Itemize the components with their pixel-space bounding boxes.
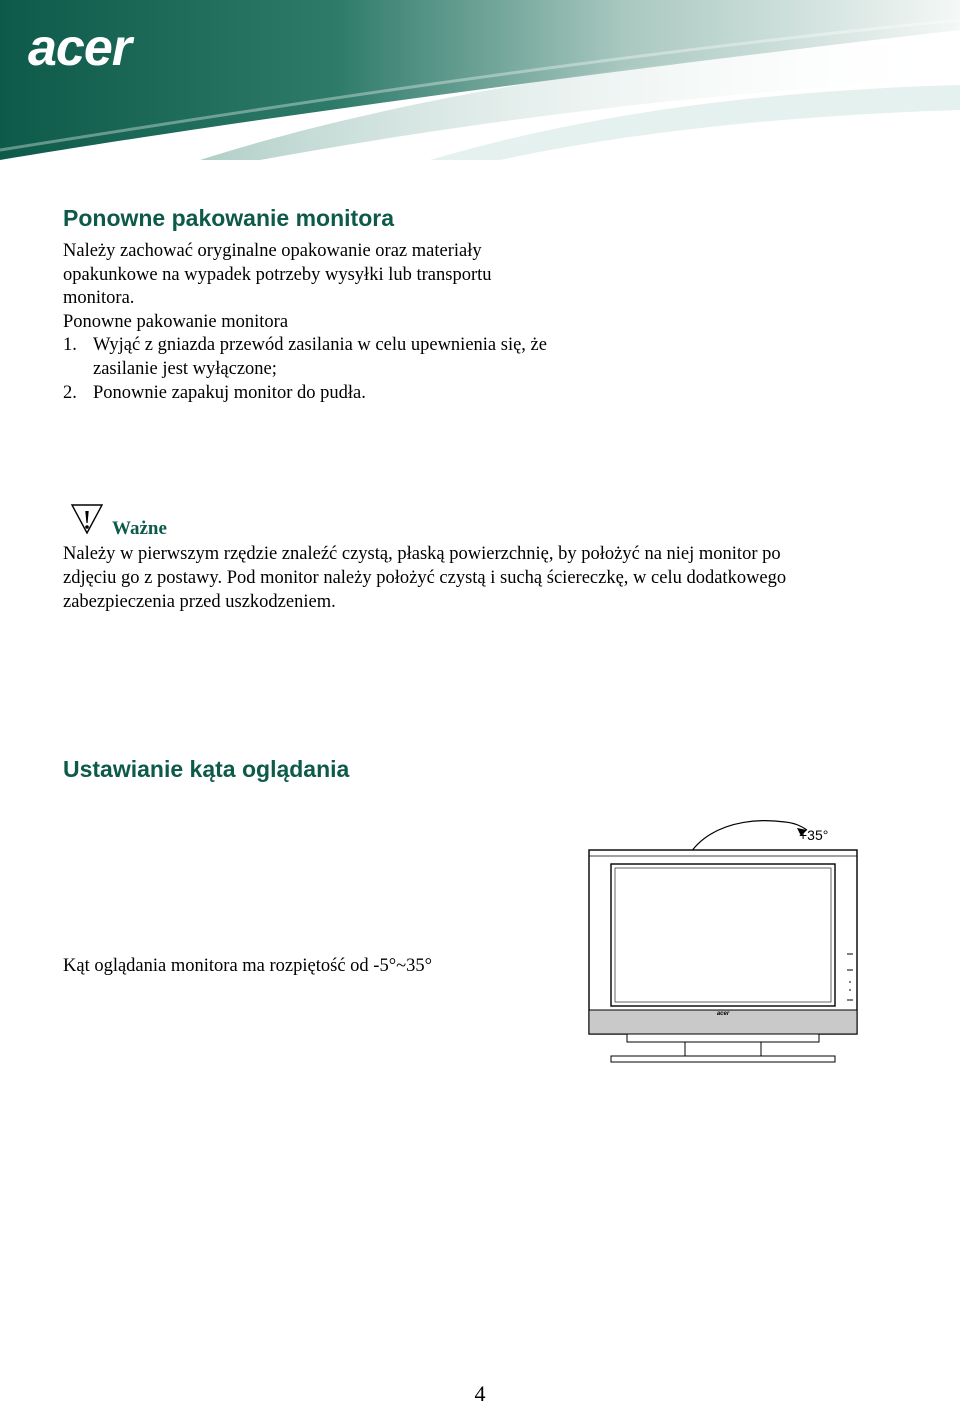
angle-plus-label: +35°	[799, 827, 829, 843]
warning-title: Ważne	[112, 518, 167, 539]
step-text: Wyjąć z gniazda przewód zasilania w celu upewnienia się, że	[93, 335, 547, 356]
warning-triangle-icon	[70, 502, 104, 541]
step-text: Ponownie zapakuj monitor do pudła.	[93, 382, 366, 403]
section-heading-viewing-angle: Ustawianie kąta oglądania	[63, 756, 350, 782]
intro-line: monitora.	[63, 288, 135, 309]
repacking-paragraph	[63, 240, 547, 405]
step-number: 1.	[63, 335, 77, 356]
monitor-tilt-figure	[585, 812, 865, 1077]
intro-line: opakunkowe na wypadek potrzeby wysyłki lub transportu	[63, 264, 492, 285]
warning-body	[63, 542, 786, 614]
header-banner	[0, 0, 960, 160]
acer-logo: acer	[28, 19, 131, 77]
step-text: zasilanie jest wyłączone;	[93, 358, 277, 379]
warning-line: zdjęciu go z postawy. Pod monitor należy położyć czystą i suchą ściereczkę, w celu dodatkowego	[63, 568, 787, 588]
warning-line: Należy w pierwszym rzędzie znaleźć czystą, płaską powierzchnię, by położyć na niej monitor po	[63, 544, 781, 564]
monitor-screen	[611, 864, 835, 1006]
bezel-logo: acer	[716, 1011, 730, 1017]
monitor-stand	[685, 1042, 761, 1056]
viewing-angle-description: Kąt oglądania monitora ma rozpiętość od -5°~35°	[63, 956, 433, 976]
page-number: 4	[474, 1381, 486, 1406]
step-item	[63, 382, 547, 406]
warning-line: zabezpieczenia przed uszkodzeniem.	[63, 592, 336, 612]
step-item	[63, 334, 547, 381]
step-number: 2.	[63, 382, 77, 403]
intro-line: Należy zachować oryginalne opakowanie oraz materiały	[63, 241, 482, 261]
section-heading-repacking: Ponowne pakowanie monitora	[63, 205, 394, 231]
repacking-subheading: Ponowne pakowanie monitora	[63, 311, 289, 332]
monitor-base	[611, 1056, 835, 1062]
header-swoosh	[0, 0, 960, 160]
